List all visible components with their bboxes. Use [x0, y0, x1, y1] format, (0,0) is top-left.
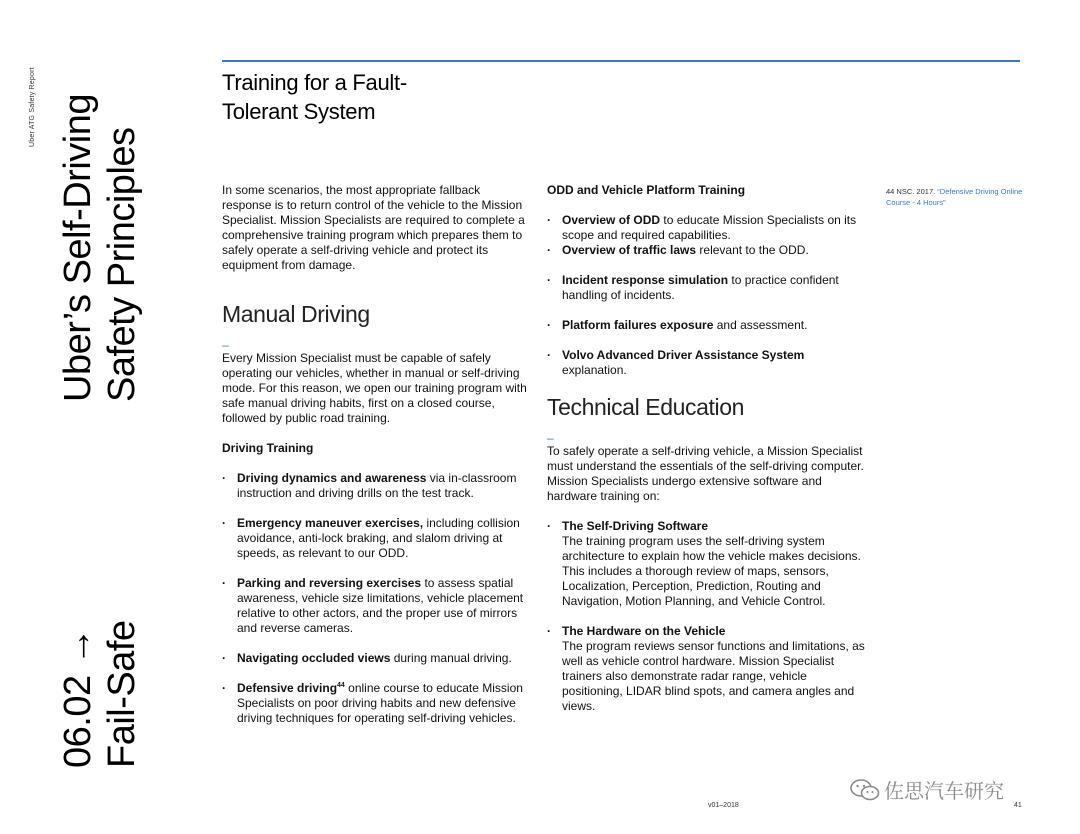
list-item: [547, 318, 867, 333]
left-column: [222, 183, 532, 726]
section-title: [56, 94, 144, 402]
bullet-text: including collision avoidance, anti-lock braking, and slalom driving at speeds, as relevant to our ODD.: [237, 516, 520, 560]
section-name: Fail-Safe: [101, 620, 143, 768]
page-number: 41: [1014, 802, 1022, 809]
technical-education-heading: Technical Education: [547, 394, 744, 420]
bullet-text: and assessment.: [713, 318, 808, 332]
bullet-text: during manual driving.: [390, 651, 512, 665]
list-item: [547, 348, 867, 378]
bullet-text: The training program uses the self-driving system architecture to explain how the vehicle makes decisions. This includes a thorough review of maps, sensors, Localization, Perception, Prediction, Routing and Navigation, Motion Planning, and Vehicle Control.: [562, 534, 861, 608]
bullet-text: online course to educate Mission Specialists on poor driving habits and new defensive driving techniques for operating self-driving vehicles.: [237, 681, 523, 725]
driving-training-heading: Driving Training: [222, 441, 314, 455]
footnote-ref[interactable]: 44: [337, 682, 345, 689]
bullet-text: to educate Mission Specialists on its scope and required capabilities.: [562, 213, 857, 242]
bullet-bold: Driving dynamics and awareness: [237, 471, 427, 485]
page-title-line-2: Tolerant System: [222, 99, 376, 124]
bullet-bold: Navigating occluded views: [237, 651, 391, 665]
section-dash: –: [547, 431, 554, 445]
bullet-bold: Platform failures exposure: [562, 318, 714, 332]
list-item: [222, 471, 532, 501]
bullet-bold: Emergency maneuver exercises,: [237, 516, 424, 530]
bullet-bold: Overview of traffic laws: [562, 243, 697, 257]
list-item: [547, 213, 867, 243]
intro-paragraph: In some scenarios, the most appropriate fallback response is to return control of the vehicle to the Mission Specialist. Mission Specialists are required to complete a comprehensive training program which prepares them to safely operate a self-driving vehicle and protect its equipment from damage.: [222, 183, 525, 272]
manual-driving-paragraph: Every Mission Specialist must be capable of safely operating our vehicles, whether in manual or self-driving mode. For this reason, we open our training program with safe manual driving habits, first on a closed course, followed by public road training.: [222, 351, 527, 425]
page-title-line-1: Training for a Fault-: [222, 70, 407, 95]
driving-training-list: [222, 471, 532, 726]
list-item: [547, 519, 867, 609]
section-title-line-1: Uber’s Self-Driving: [57, 94, 99, 402]
odd-training-heading: ODD and Vehicle Platform Training: [547, 183, 746, 197]
technical-education-list: [547, 519, 867, 714]
bullet-bold: Parking and reversing exercises: [237, 576, 422, 590]
bullet-text: explanation.: [562, 363, 627, 377]
bullet-bold: · The Self-Driving Software: [562, 519, 709, 533]
middle-column: [547, 183, 867, 714]
bullet-text: relevant to the ODD.: [696, 243, 809, 257]
list-item: [222, 651, 532, 666]
version-label: v01–2018: [708, 802, 739, 809]
section-number: 06.02 →: [57, 627, 99, 768]
section-number-block: [56, 620, 144, 768]
wechat-icon: [850, 778, 880, 802]
footnote: [886, 186, 1026, 208]
odd-training-list: [547, 213, 867, 378]
list-item: [547, 243, 867, 258]
list-item: [222, 681, 532, 726]
report-label: Uber ATG Safety Report: [29, 67, 36, 147]
list-item: [547, 273, 867, 303]
top-rule: [222, 60, 1020, 62]
bullet-text: to assess spatial awareness, vehicle size limitations, vehicle placement relative to other actors, and the proper use of mirrors and reverse cameras.: [237, 576, 524, 635]
list-item: [222, 516, 532, 561]
bullet-text: to practice confident handling of incidents.: [562, 273, 839, 302]
footnote-number: 44: [886, 187, 895, 196]
bullet-text: via in-classroom instruction and driving drills on the test track.: [237, 471, 517, 500]
footnote-link[interactable]: “Defensive Driving Online Course - 4 Hours”: [886, 187, 1023, 207]
watermark: [850, 775, 1004, 804]
section-title-line-2: Safety Principles: [101, 127, 143, 402]
bullet-bold: Incident response simulation: [562, 273, 729, 287]
manual-driving-heading: Manual Driving: [222, 301, 370, 327]
footnote-source: NSC. 2017.: [894, 187, 938, 196]
list-item: [547, 624, 867, 714]
bullet-bold: · The Hardware on the Vehicle: [562, 624, 726, 638]
bullet-text: The program reviews sensor functions and limitations, as well as vehicle control hardware. Mission Specialist trainers also demonstrate radar range, vehicle positioning, LIDAR blind spots, and camera angles and views.: [562, 639, 865, 713]
section-dash: –: [222, 338, 229, 352]
bullet-bold: Defensive driving: [237, 681, 338, 695]
list-item: [222, 576, 532, 636]
bullet-bold: Overview of ODD: [562, 213, 661, 227]
page-title: [222, 68, 407, 126]
watermark-text: 佐思汽车研究: [884, 779, 1004, 803]
technical-education-paragraph: To safely operate a self-driving vehicle, a Mission Specialist must understand the essentials of the self-driving computer. Mission Specialists undergo extensive software and hardware training on:: [547, 444, 864, 503]
bullet-bold: Volvo Advanced Driver Assistance System: [562, 348, 805, 362]
